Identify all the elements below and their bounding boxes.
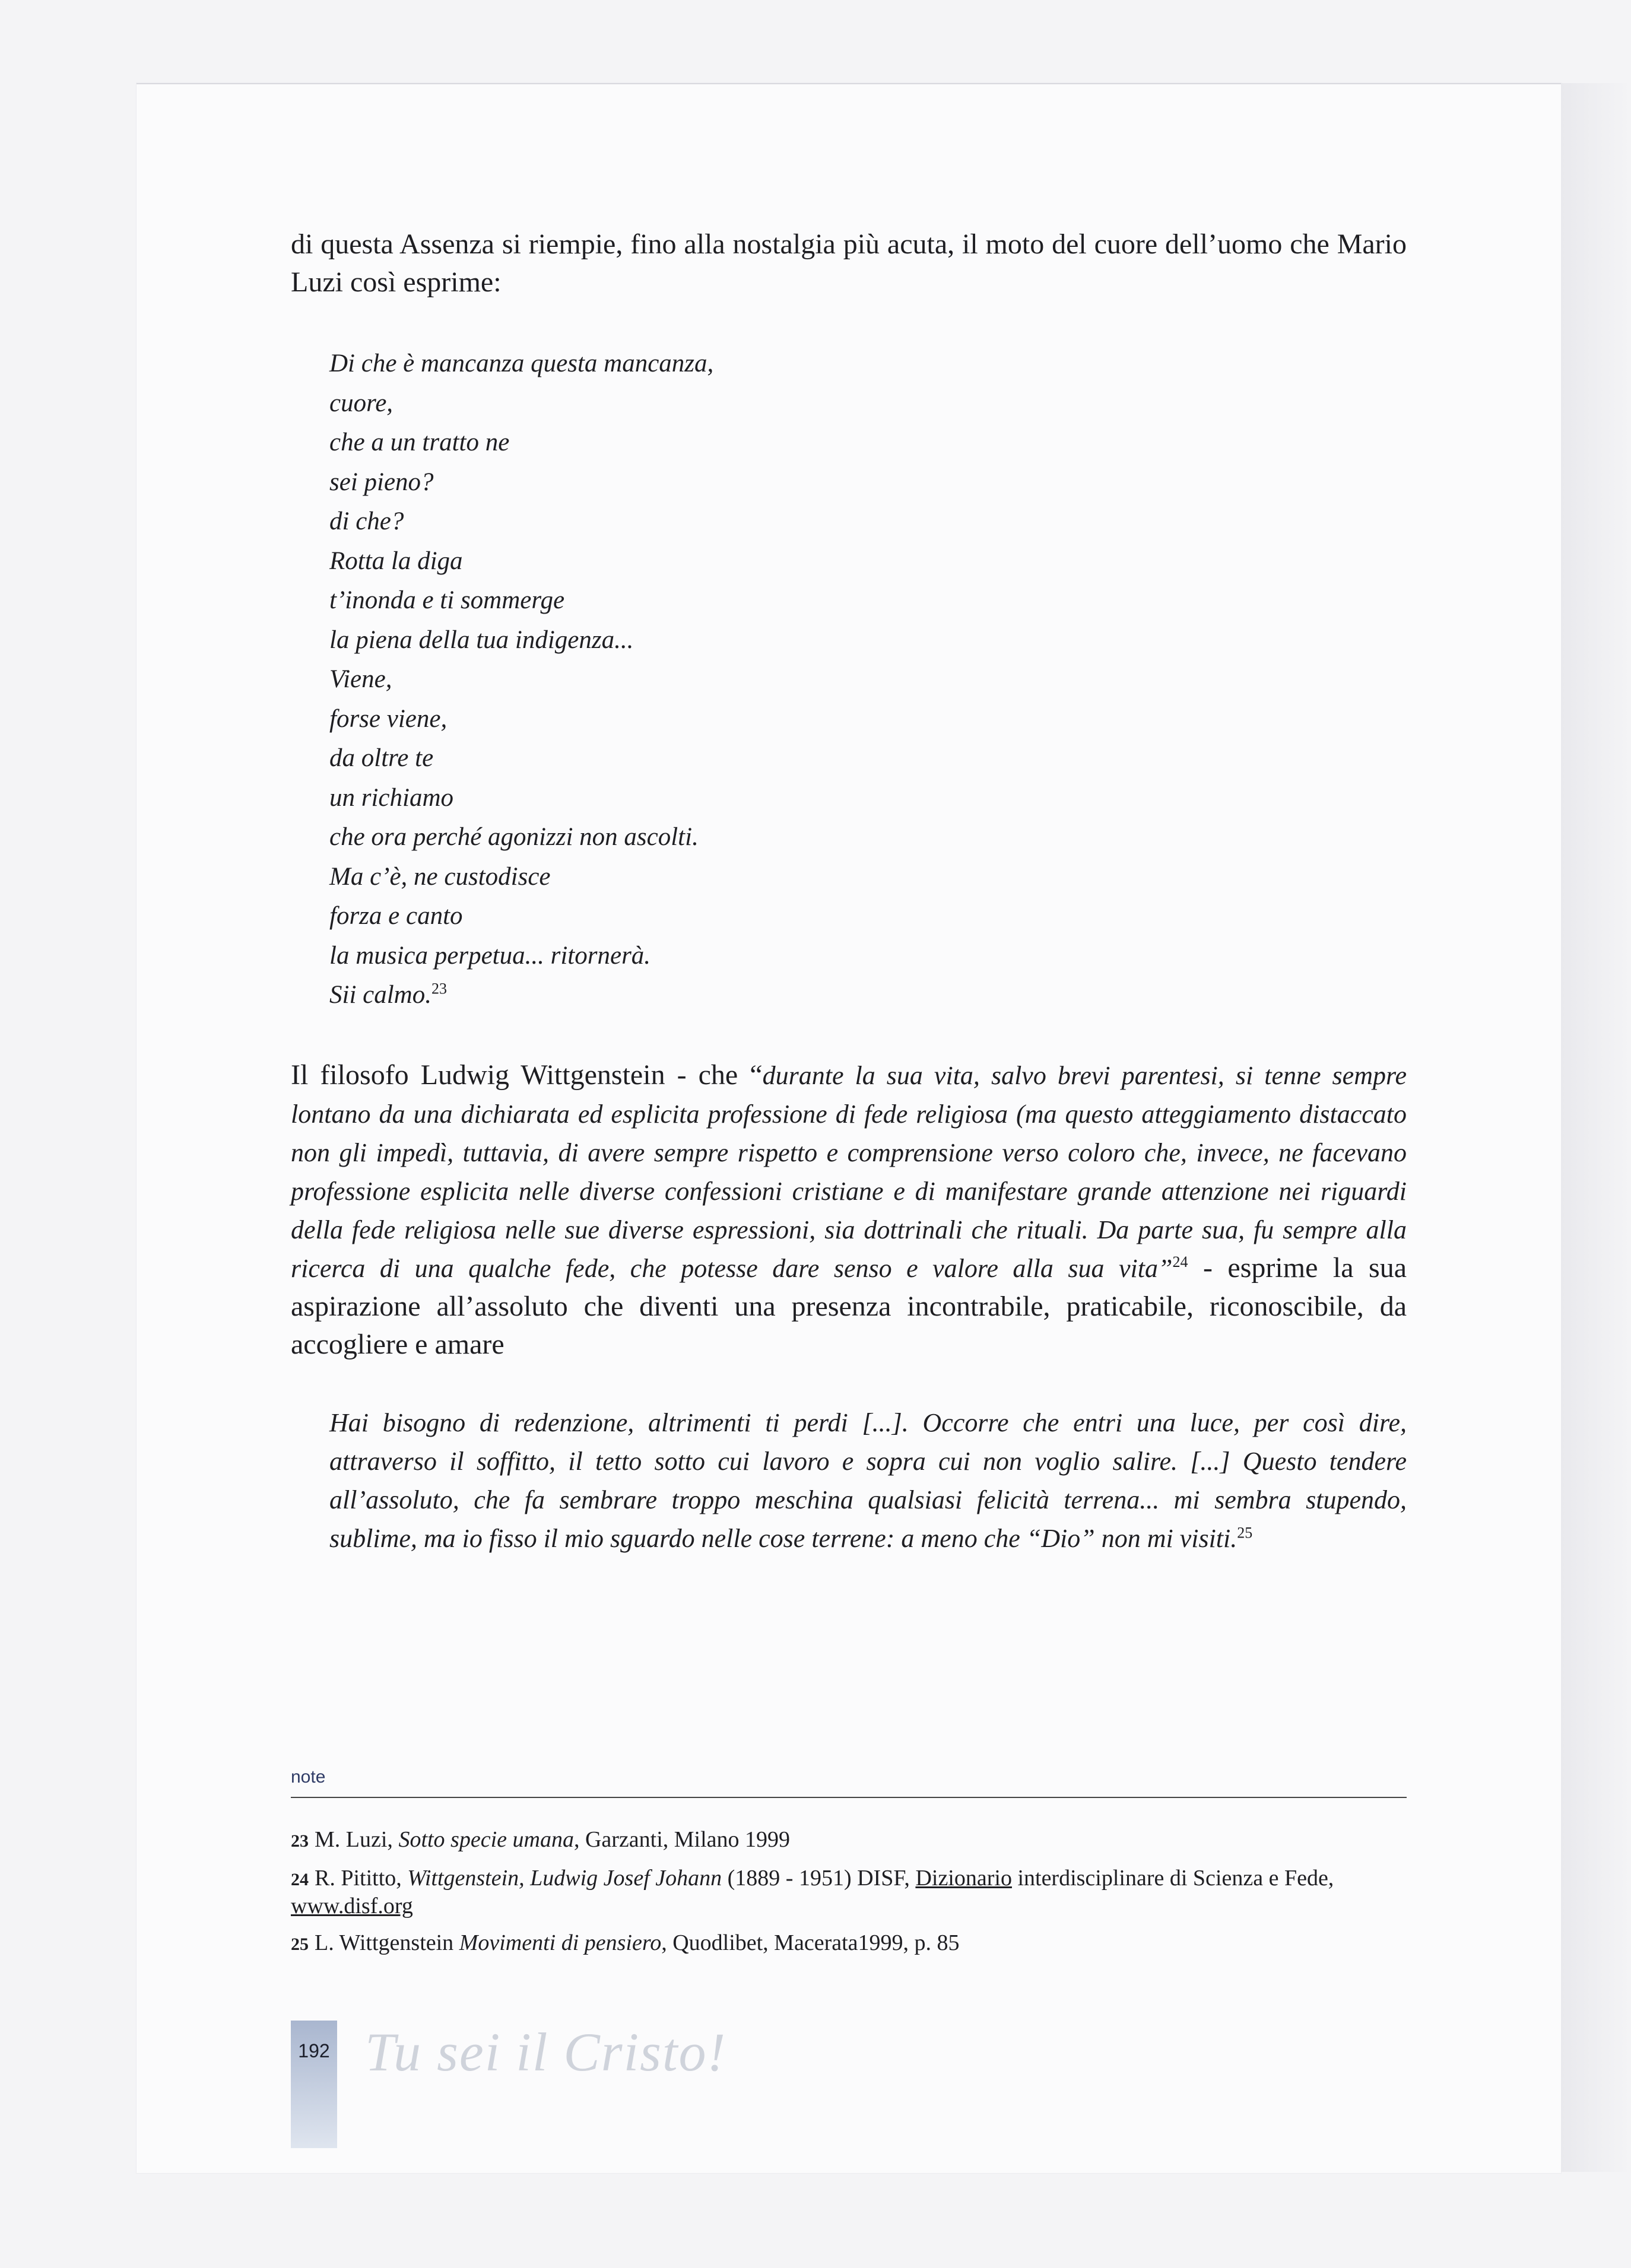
running-title: Tu sei il Cristo! — [365, 2022, 727, 2082]
intro-paragraph — [291, 225, 1407, 301]
footnote-author: L. Wittgenstein — [315, 1930, 459, 1955]
close-quote: ” — [1157, 1254, 1173, 1283]
luzi-poem — [329, 344, 1042, 1015]
footnote-mid: (1889 - 1951) DISF, — [722, 1866, 916, 1891]
poem-last-line-text: Sii calmo. — [329, 981, 431, 1009]
dizionario-link[interactable]: Dizionario — [915, 1866, 1012, 1891]
poem-line: sei pieno? — [329, 468, 434, 496]
footnote-ref-25[interactable]: 25 — [1237, 1524, 1253, 1542]
wittgenstein-tail: - esprime la sua aspirazione all’assoluto che diventi una presenza incontrabile, praticabile, riconoscibile, da accogliere e amare — [291, 1252, 1407, 1360]
footnote-rest: , Quodlibet, Macerata1999, p. 85 — [661, 1930, 960, 1955]
poem-line: la piena della tua indigenza... — [329, 625, 634, 654]
poem-line: di che? — [329, 507, 404, 535]
footnote-title: Movimenti di pensiero — [459, 1930, 662, 1955]
notes-divider — [291, 1797, 1407, 1798]
poem-line: Viene, — [329, 665, 392, 693]
poem-line: t’inonda e ti sommerge — [329, 586, 565, 614]
wittgenstein-lead: Il filosofo Ludwig Wittgenstein - che “ — [291, 1059, 763, 1091]
footnote-title: Wittgenstein, Ludwig Josef Johann — [407, 1866, 722, 1891]
footnote-number: 24 — [291, 1870, 309, 1889]
poem-line: Di che è mancanza questa mancanza, — [329, 350, 714, 377]
footnote-rest: , Garzanti, Milano 1999 — [573, 1827, 791, 1852]
disf-link[interactable]: www.disf.org — [291, 1894, 413, 1918]
poem-last-line — [329, 976, 1042, 1015]
wittgenstein-citation: durante la sua vita, salvo brevi parentesi, si tenne sempre lontano da una dichiarata ed esplicita professione di fede religiosa (ma questo atteggiamento distaccato non gli impedì, tuttavia, di avere sempre rispetto e comprensione verso coloro che, invece, ne facevano professione esplicita nelle diverse confessioni cristiane e di manifestare grande attenzione nei riguardi della fede religiosa nelle sue diverse espressioni, sia dottrinali che rituali. Da parte sua, fu sempre alla ricerca di una qualche fede, che potesse dare senso e valore alla sua vita — [291, 1061, 1407, 1283]
footnote-ref-24[interactable]: 24 — [1172, 1253, 1188, 1270]
poem-line: da oltre te — [329, 744, 434, 772]
poem-line: la musica perpetua... ritornerà. — [329, 941, 651, 970]
quote-text: Hai bisogno di redenzione, altrimenti ti perdi [...]. Occorre che entri una luce, per così dire, attraverso il soffitto, il tetto sotto cui lavoro e sopra cui non voglio salire. [...] Questo tendere all’assoluto, che fa sembrare troppo meschina qualsiasi felicità terrena... mi sembra stupendo, sublime, ma io fisso il mio sguardo nelle cose terrene: a meno che “Dio” non mi visiti. — [329, 1408, 1407, 1553]
poem-line: forza e canto — [329, 902, 463, 930]
footnote-author: R. Pititto, — [315, 1866, 408, 1891]
page-edge — [1561, 83, 1631, 2172]
poem-line: cuore, — [329, 389, 394, 417]
footnote-25 — [291, 1930, 1407, 1958]
page-number: 192 — [298, 2040, 330, 2061]
footnotes — [291, 1827, 1407, 1968]
poem-line: Ma c’è, ne custodisce — [329, 862, 551, 891]
footnote-author: M. Luzi, — [315, 1827, 399, 1852]
footnote-title: Sotto specie umana — [398, 1827, 574, 1852]
footnote-ref-23[interactable]: 23 — [431, 980, 447, 998]
footnote-number: 25 — [291, 1935, 309, 1954]
poem-line: che ora perché agonizzi non ascolti. — [329, 823, 699, 851]
footnote-rest: interdisciplinare di Scienza e Fede, — [1011, 1866, 1334, 1891]
notes-label: note — [291, 1767, 326, 1787]
intro-text: di questa Assenza si riempie, fino alla nostalgia più acuta, il moto del cuore dell’uomo che Mario Luzi così esprime: — [291, 228, 1407, 298]
footnote-number: 23 — [291, 1831, 309, 1851]
poem-line: che a un tratto ne — [329, 428, 510, 456]
poem-line: Rotta la diga — [329, 547, 463, 575]
poem-line: un richiamo — [329, 783, 454, 812]
wittgenstein-paragraph — [291, 1056, 1407, 1364]
wittgenstein-quote — [329, 1403, 1407, 1558]
footnote-23 — [291, 1827, 1407, 1854]
footnote-24 — [291, 1865, 1407, 1919]
poem-line: forse viene, — [329, 704, 448, 733]
